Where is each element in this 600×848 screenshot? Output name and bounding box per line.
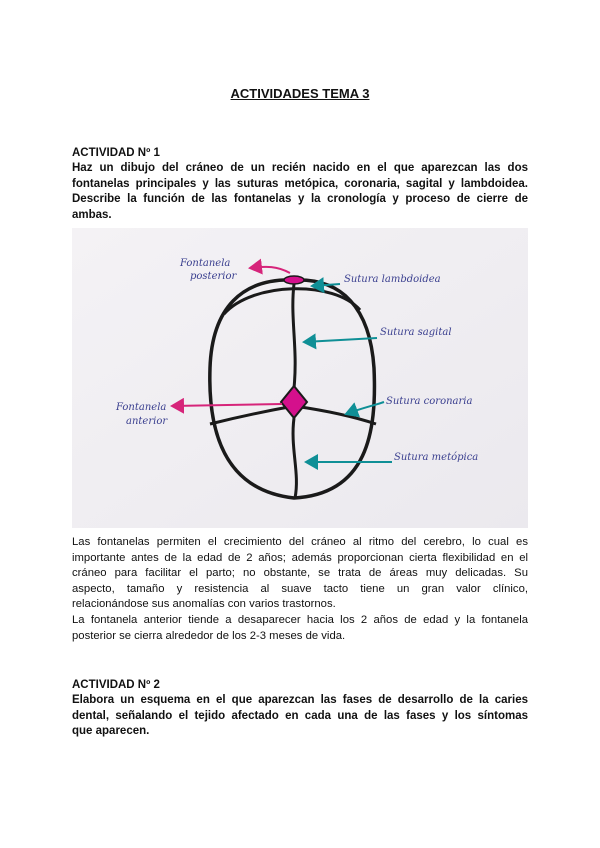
answer-line: posterior se cierra alrededor de los 2-3 meses de vida. — [72, 629, 346, 642]
answer-line: La fontanela anterior tiende a desaparecer hacia los 2 años de edad y la fontanela — [72, 613, 528, 626]
answer-line: relacionándose sus anomalías con varios trastornos. — [72, 598, 336, 611]
label-sutura-lambdoidea: Sutura lambdoidea — [344, 274, 441, 285]
answer-line: cráneo para facilitar el parto; no obstante, se trata de áreas muy delicadas. Su — [72, 567, 528, 580]
activity1-prompt — [72, 161, 528, 223]
activity2-prompt — [72, 693, 528, 740]
label-sutura-coronaria: Sutura coronaria — [386, 396, 473, 407]
answer-line: aspecto, tamaño y resistencia al suave tacto tiene un gran valor clínico, — [72, 582, 528, 595]
posterior-fontanel — [284, 276, 304, 284]
answer-line: importante antes de la edad de 2 años; además proporcionan cierta flexibilidad en el — [72, 551, 528, 564]
paper-background — [72, 228, 528, 528]
prompt-line: fontanelas principales y las suturas metópica, coronaria, sagital y lambdoidea. — [72, 177, 528, 190]
prompt-line: que aparecen. — [72, 725, 150, 738]
prompt-line: dental, señalando el tejido afectado en cada una de las fases y los síntomas — [72, 709, 528, 722]
prompt-line: Haz un dibujo del cráneo de un recién nacido en el que aparezcan las dos — [72, 162, 528, 174]
skull-drawing — [72, 228, 528, 528]
prompt-line: Describe la función de las fontanelas y la cronología y proceso de cierre de — [72, 193, 528, 206]
label-sutura-sagital: Sutura sagital — [380, 327, 452, 338]
label-fontanela-posterior-1: Fontanela — [180, 258, 231, 269]
prompt-line: Elabora un esquema en el que aparezcan las fases de desarrollo de la caries — [72, 694, 528, 706]
answer-line: Las fontanelas permiten el crecimiento del cráneo al ritmo del cerebro, lo cual es — [72, 536, 528, 548]
page-title: ACTIVIDADES TEMA 3 — [230, 86, 370, 101]
prompt-line: ambas. — [72, 208, 112, 221]
activity1-heading: ACTIVIDAD Nº 1 — [72, 147, 160, 159]
label-sutura-metopica: Sutura metópica — [394, 452, 479, 463]
label-fontanela-anterior-1: Fontanela — [116, 402, 167, 413]
label-fontanela-posterior-2: posterior — [190, 271, 237, 282]
label-fontanela-anterior-2: anterior — [126, 416, 168, 427]
activity2-heading: ACTIVIDAD Nº 2 — [72, 679, 160, 691]
activity1-answer — [72, 535, 528, 644]
